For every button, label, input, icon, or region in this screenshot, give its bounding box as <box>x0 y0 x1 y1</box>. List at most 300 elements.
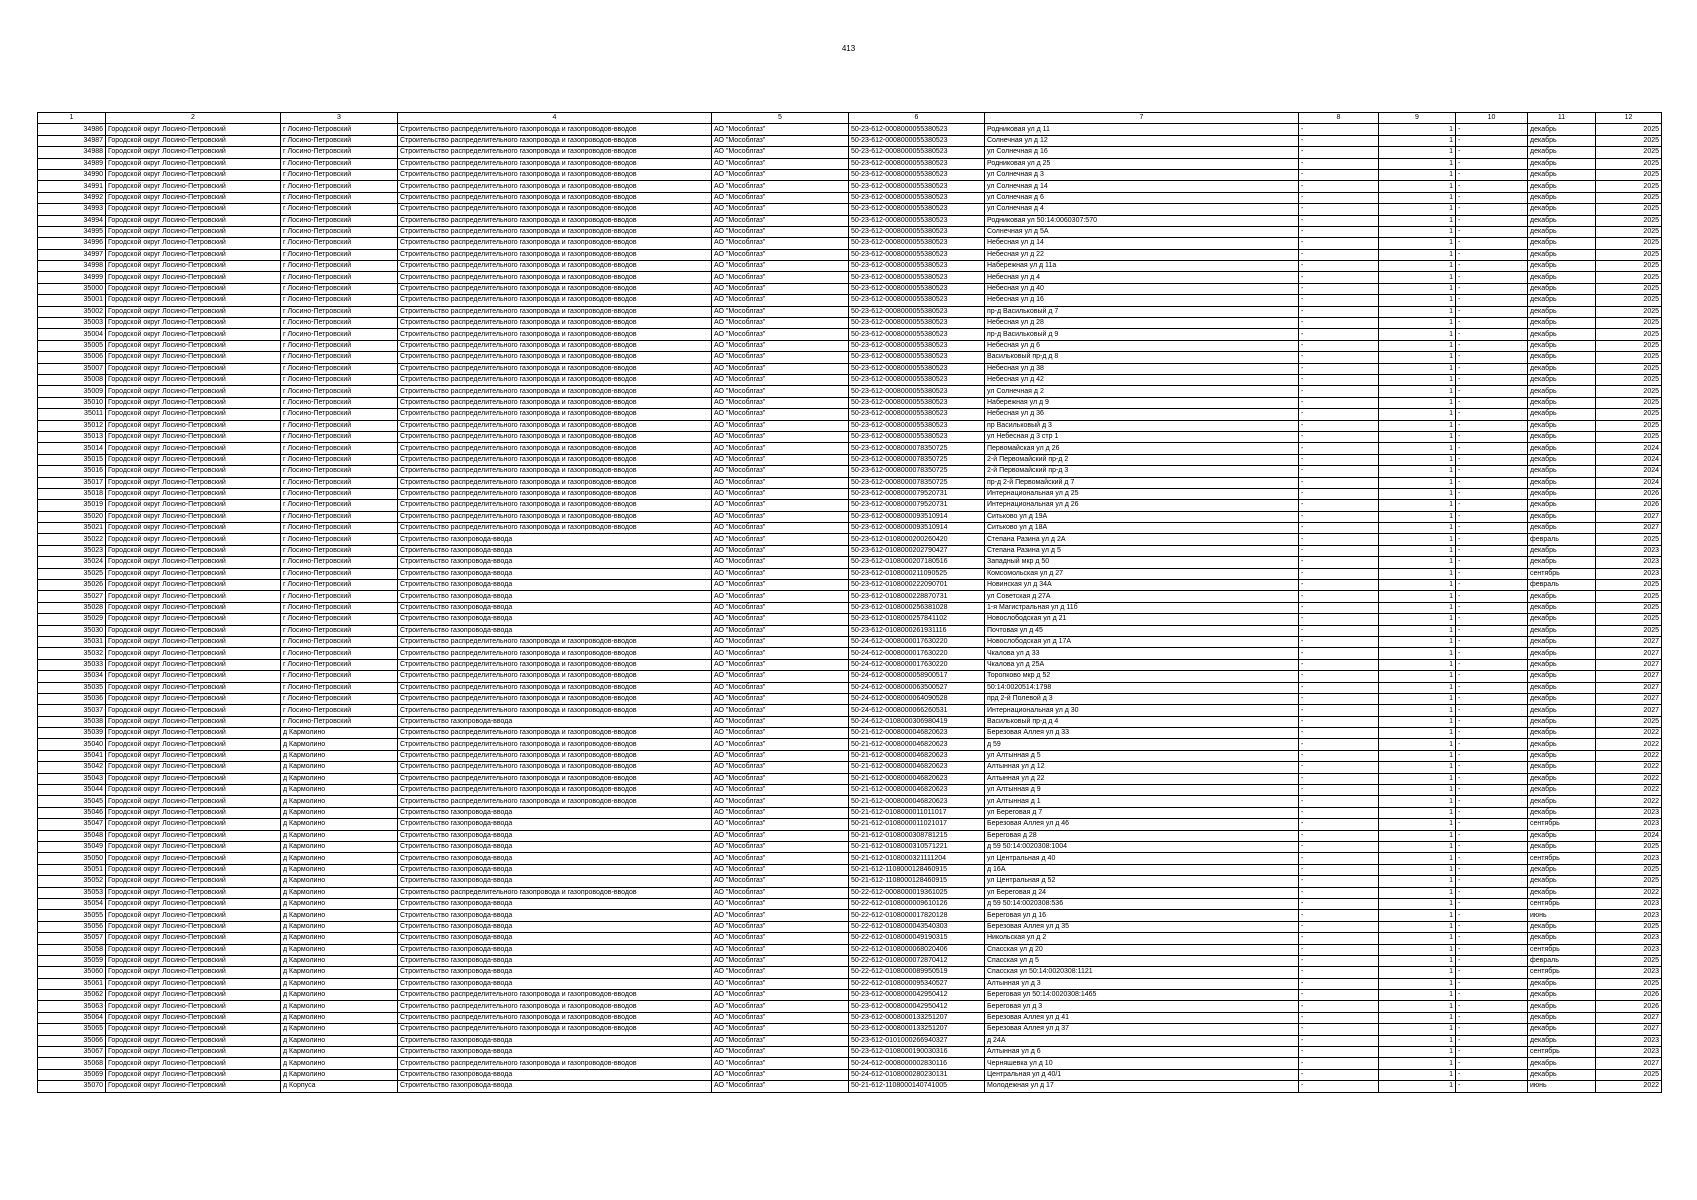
col8-cell: - <box>1299 819 1379 830</box>
quantity-cell: 1 <box>1379 169 1456 180</box>
year-cell: 2025 <box>1596 374 1662 385</box>
col8-cell: - <box>1299 511 1379 522</box>
district-cell: Городской округ Лосино-Петровский <box>106 898 281 909</box>
organization-cell: АО "Мособлгаз" <box>712 226 849 237</box>
month-cell: сентябрь <box>1528 568 1596 579</box>
quantity-cell: 1 <box>1379 283 1456 294</box>
col10-cell: - <box>1456 318 1528 329</box>
quantity-cell: 1 <box>1379 192 1456 203</box>
year-cell: 2022 <box>1596 762 1662 773</box>
work-type-cell: Строительство газопровода-ввода <box>398 864 712 875</box>
work-type-cell: Строительство распределительного газопровода и газопроводов-вводов <box>398 728 712 739</box>
object-code-cell: 50-23-612-0008000055380523 <box>849 363 985 374</box>
object-code-cell: 50-21-612-0108000321111204 <box>849 853 985 864</box>
organization-cell: АО "Мособлгаз" <box>712 454 849 465</box>
settlement-cell: д Кармолино <box>281 1012 398 1023</box>
district-cell: Городской округ Лосино-Петровский <box>106 192 281 203</box>
col10-cell: - <box>1456 614 1528 625</box>
organization-cell: АО "Мособлгаз" <box>712 853 849 864</box>
table-row <box>38 785 1662 796</box>
settlement-cell: г Лосино-Петровский <box>281 169 398 180</box>
address-cell: ул Солнечная д 16 <box>985 147 1299 158</box>
row-number-cell: 35063 <box>38 1001 106 1012</box>
object-code-cell: 50-23-612-0108000257841102 <box>849 614 985 625</box>
object-code-cell: 50-23-612-0008000055380523 <box>849 261 985 272</box>
district-cell: Городской округ Лосино-Петровский <box>106 523 281 534</box>
settlement-cell: г Лосино-Петровский <box>281 295 398 306</box>
object-code-cell: 50-23-612-0008000055380523 <box>849 215 985 226</box>
col8-cell: - <box>1299 978 1379 989</box>
col10-cell: - <box>1456 329 1528 340</box>
address-cell: Родниковая ул д 11 <box>985 124 1299 135</box>
quantity-cell: 1 <box>1379 340 1456 351</box>
year-cell: 2027 <box>1596 659 1662 670</box>
year-cell: 2025 <box>1596 978 1662 989</box>
quantity-cell: 1 <box>1379 545 1456 556</box>
district-cell: Городской округ Лосино-Петровский <box>106 272 281 283</box>
object-code-cell: 50-21-612-0008000046820623 <box>849 750 985 761</box>
col10-cell: - <box>1456 671 1528 682</box>
row-number-cell: 35015 <box>38 454 106 465</box>
organization-cell: АО "Мособлгаз" <box>712 249 849 260</box>
quantity-cell: 1 <box>1379 1047 1456 1058</box>
district-cell: Городской округ Лосино-Петровский <box>106 762 281 773</box>
district-cell: Городской округ Лосино-Петровский <box>106 625 281 636</box>
organization-cell: АО "Мособлгаз" <box>712 374 849 385</box>
object-code-cell: 50-23-612-0008000055380523 <box>849 272 985 283</box>
col8-cell: - <box>1299 261 1379 272</box>
table-row <box>38 306 1662 317</box>
table-row <box>38 523 1662 534</box>
quantity-cell: 1 <box>1379 477 1456 488</box>
row-number-cell: 35028 <box>38 602 106 613</box>
address-cell: Новослободская ул д 17А <box>985 636 1299 647</box>
col10-cell: - <box>1456 830 1528 841</box>
row-number-cell: 35033 <box>38 659 106 670</box>
object-code-cell: 50-24-612-0008000017630220 <box>849 659 985 670</box>
organization-cell: АО "Мособлгаз" <box>712 1058 849 1069</box>
year-cell: 2027 <box>1596 705 1662 716</box>
work-type-cell: Строительство распределительного газопровода и газопроводов-вводов <box>398 750 712 761</box>
object-code-cell: 50-23-612-0008000055380523 <box>849 329 985 340</box>
district-cell: Городской округ Лосино-Петровский <box>106 283 281 294</box>
work-type-cell: Строительство газопровода-ввода <box>398 716 712 727</box>
year-cell: 2025 <box>1596 876 1662 887</box>
object-code-cell: 50-23-612-0008000055380523 <box>849 374 985 385</box>
settlement-cell: г Лосино-Петровский <box>281 534 398 545</box>
table-row <box>38 682 1662 693</box>
col8-cell: - <box>1299 773 1379 784</box>
address-cell: Комсомольская ул д 27 <box>985 568 1299 579</box>
address-cell: пр Васильковый д 3 <box>985 420 1299 431</box>
year-cell: 2025 <box>1596 135 1662 146</box>
settlement-cell: г Лосино-Петровский <box>281 580 398 591</box>
col8-cell: - <box>1299 135 1379 146</box>
object-code-cell: 50-21-612-0008000046820623 <box>849 762 985 773</box>
district-cell: Городской округ Лосино-Петровский <box>106 807 281 818</box>
col10-cell: - <box>1456 990 1528 1001</box>
month-cell: сентябрь <box>1528 967 1596 978</box>
table-row <box>38 762 1662 773</box>
organization-cell: АО "Мособлгаз" <box>712 1047 849 1058</box>
row-number-cell: 35007 <box>38 363 106 374</box>
month-cell: декабрь <box>1528 705 1596 716</box>
table-row <box>38 204 1662 215</box>
address-cell: Ситьково ул д 18А <box>985 523 1299 534</box>
settlement-cell: д Кармолино <box>281 728 398 739</box>
table-row <box>38 910 1662 921</box>
row-number-cell: 35065 <box>38 1024 106 1035</box>
table-row <box>38 648 1662 659</box>
district-cell: Городской округ Лосино-Петровский <box>106 1001 281 1012</box>
settlement-cell: г Лосино-Петровский <box>281 318 398 329</box>
district-cell: Городской округ Лосино-Петровский <box>106 750 281 761</box>
work-type-cell: Строительство распределительного газопровода и газопроводов-вводов <box>398 124 712 135</box>
quantity-cell: 1 <box>1379 728 1456 739</box>
month-cell: декабрь <box>1528 238 1596 249</box>
month-cell: декабрь <box>1528 363 1596 374</box>
col8-cell: - <box>1299 762 1379 773</box>
year-cell: 2025 <box>1596 352 1662 363</box>
col8-cell: - <box>1299 1069 1379 1080</box>
organization-cell: АО "Мособлгаз" <box>712 420 849 431</box>
row-number-cell: 35034 <box>38 671 106 682</box>
row-number-cell: 35023 <box>38 545 106 556</box>
address-cell: д 16А <box>985 864 1299 875</box>
row-number-cell: 35052 <box>38 876 106 887</box>
settlement-cell: г Лосино-Петровский <box>281 283 398 294</box>
col8-cell: - <box>1299 750 1379 761</box>
month-cell: декабрь <box>1528 420 1596 431</box>
month-cell: декабрь <box>1528 864 1596 875</box>
table-row <box>38 238 1662 249</box>
row-number-cell: 35062 <box>38 990 106 1001</box>
year-cell: 2025 <box>1596 386 1662 397</box>
object-code-cell: 50-23-612-0108000222090701 <box>849 580 985 591</box>
object-code-cell: 50-23-612-0108000202790427 <box>849 545 985 556</box>
table-row <box>38 147 1662 158</box>
address-cell: Интернациональная ул д 25 <box>985 488 1299 499</box>
district-cell: Городской округ Лосино-Петровский <box>106 648 281 659</box>
work-type-cell: Строительство распределительного газопровода и газопроводов-вводов <box>398 705 712 716</box>
organization-cell: АО "Мособлгаз" <box>712 295 849 306</box>
row-number-cell: 35026 <box>38 580 106 591</box>
table-row <box>38 329 1662 340</box>
year-cell: 2025 <box>1596 864 1662 875</box>
col10-cell: - <box>1456 1024 1528 1035</box>
settlement-cell: д Кармолино <box>281 750 398 761</box>
table-row <box>38 739 1662 750</box>
row-number-cell: 35051 <box>38 864 106 875</box>
object-code-cell: 50-23-612-0108000211090525 <box>849 568 985 579</box>
district-cell: Городской округ Лосино-Петровский <box>106 978 281 989</box>
object-code-cell: 50-24-612-0008000063500527 <box>849 682 985 693</box>
quantity-cell: 1 <box>1379 147 1456 158</box>
quantity-cell: 1 <box>1379 181 1456 192</box>
object-code-cell: 50-21-612-0108000308781215 <box>849 830 985 841</box>
table-row <box>38 374 1662 385</box>
row-number-cell: 35045 <box>38 796 106 807</box>
work-type-cell: Строительство распределительного газопровода и газопроводов-вводов <box>398 523 712 534</box>
address-cell: пр-д Васильковый д 7 <box>985 306 1299 317</box>
district-cell: Городской округ Лосино-Петровский <box>106 374 281 385</box>
organization-cell: АО "Мособлгаз" <box>712 864 849 875</box>
year-cell: 2026 <box>1596 500 1662 511</box>
col10-cell: - <box>1456 1047 1528 1058</box>
header-cell: 4 <box>398 113 712 124</box>
row-number-cell: 35014 <box>38 443 106 454</box>
object-code-cell: 50-23-612-0008000055380523 <box>849 352 985 363</box>
work-type-cell: Строительство распределительного газопровода и газопроводов-вводов <box>398 340 712 351</box>
organization-cell: АО "Мособлгаз" <box>712 830 849 841</box>
month-cell: декабрь <box>1528 762 1596 773</box>
settlement-cell: д Кармолино <box>281 830 398 841</box>
organization-cell: АО "Мособлгаз" <box>712 488 849 499</box>
col10-cell: - <box>1456 181 1528 192</box>
organization-cell: АО "Мособлгаз" <box>712 158 849 169</box>
address-cell: ул Центральная д 40 <box>985 853 1299 864</box>
row-number-cell: 35067 <box>38 1047 106 1058</box>
col8-cell: - <box>1299 967 1379 978</box>
col8-cell: - <box>1299 1081 1379 1092</box>
col10-cell: - <box>1456 636 1528 647</box>
row-number-cell: 34986 <box>38 124 106 135</box>
year-cell: 2027 <box>1596 636 1662 647</box>
quantity-cell: 1 <box>1379 762 1456 773</box>
address-cell: ул Алтынная д 5 <box>985 750 1299 761</box>
work-type-cell: Строительство распределительного газопровода и газопроводов-вводов <box>398 329 712 340</box>
district-cell: Городской округ Лосино-Петровский <box>106 1024 281 1035</box>
settlement-cell: д Кармолино <box>281 967 398 978</box>
year-cell: 2027 <box>1596 511 1662 522</box>
col8-cell: - <box>1299 169 1379 180</box>
address-cell: Торопково мкр д 52 <box>985 671 1299 682</box>
object-code-cell: 50-24-612-0008000017630220 <box>849 636 985 647</box>
object-code-cell: 50-23-612-0108000207180516 <box>849 557 985 568</box>
work-type-cell: Строительство газопровода-ввода <box>398 898 712 909</box>
month-cell: февраль <box>1528 955 1596 966</box>
address-cell: Степана Разина ул д 5 <box>985 545 1299 556</box>
district-cell: Городской округ Лосино-Петровский <box>106 944 281 955</box>
settlement-cell: д Кармолино <box>281 807 398 818</box>
table-row <box>38 386 1662 397</box>
settlement-cell: г Лосино-Петровский <box>281 671 398 682</box>
row-number-cell: 35009 <box>38 386 106 397</box>
month-cell: декабрь <box>1528 591 1596 602</box>
year-cell: 2023 <box>1596 853 1662 864</box>
month-cell: декабрь <box>1528 785 1596 796</box>
settlement-cell: г Лосино-Петровский <box>281 386 398 397</box>
address-cell: Небесная ул д 28 <box>985 318 1299 329</box>
quantity-cell: 1 <box>1379 944 1456 955</box>
address-cell: Родниковая ул д 25 <box>985 158 1299 169</box>
year-cell: 2027 <box>1596 1024 1662 1035</box>
settlement-cell: г Лосино-Петровский <box>281 238 398 249</box>
col10-cell: - <box>1456 1069 1528 1080</box>
row-number-cell: 35032 <box>38 648 106 659</box>
organization-cell: АО "Мособлгаз" <box>712 796 849 807</box>
work-type-cell: Строительство газопровода-ввода <box>398 807 712 818</box>
month-cell: декабрь <box>1528 386 1596 397</box>
settlement-cell: г Лосино-Петровский <box>281 363 398 374</box>
organization-cell: АО "Мособлгаз" <box>712 819 849 830</box>
table-row <box>38 295 1662 306</box>
work-type-cell: Строительство распределительного газопровода и газопроводов-вводов <box>398 215 712 226</box>
district-cell: Городской округ Лосино-Петровский <box>106 716 281 727</box>
settlement-cell: д Кармолино <box>281 762 398 773</box>
row-number-cell: 35025 <box>38 568 106 579</box>
table-row <box>38 215 1662 226</box>
year-cell: 2025 <box>1596 261 1662 272</box>
table-row <box>38 363 1662 374</box>
address-cell: Алтынная ул д 12 <box>985 762 1299 773</box>
col8-cell: - <box>1299 363 1379 374</box>
settlement-cell: г Лосино-Петровский <box>281 215 398 226</box>
organization-cell: АО "Мособлгаз" <box>712 386 849 397</box>
month-cell: декабрь <box>1528 978 1596 989</box>
col8-cell: - <box>1299 636 1379 647</box>
row-number-cell: 35016 <box>38 466 106 477</box>
year-cell: 2023 <box>1596 819 1662 830</box>
year-cell: 2023 <box>1596 568 1662 579</box>
col10-cell: - <box>1456 477 1528 488</box>
row-number-cell: 35059 <box>38 955 106 966</box>
settlement-cell: г Лосино-Петровский <box>281 192 398 203</box>
month-cell: декабрь <box>1528 842 1596 853</box>
quantity-cell: 1 <box>1379 374 1456 385</box>
district-cell: Городской округ Лосино-Петровский <box>106 340 281 351</box>
settlement-cell: д Кармолино <box>281 921 398 932</box>
organization-cell: АО "Мособлгаз" <box>712 443 849 454</box>
work-type-cell: Строительство распределительного газопровода и газопроводов-вводов <box>398 443 712 454</box>
col10-cell: - <box>1456 705 1528 716</box>
col8-cell: - <box>1299 431 1379 442</box>
year-cell: 2025 <box>1596 397 1662 408</box>
work-type-cell: Строительство газопровода-ввода <box>398 819 712 830</box>
col10-cell: - <box>1456 750 1528 761</box>
settlement-cell: г Лосино-Петровский <box>281 477 398 488</box>
col10-cell: - <box>1456 192 1528 203</box>
month-cell: декабрь <box>1528 671 1596 682</box>
col10-cell: - <box>1456 238 1528 249</box>
col10-cell: - <box>1456 682 1528 693</box>
col10-cell: - <box>1456 773 1528 784</box>
year-cell: 2025 <box>1596 363 1662 374</box>
settlement-cell: г Лосино-Петровский <box>281 443 398 454</box>
col10-cell: - <box>1456 1001 1528 1012</box>
settlement-cell: г Лосино-Петровский <box>281 614 398 625</box>
month-cell: декабрь <box>1528 374 1596 385</box>
work-type-cell: Строительство распределительного газопровода и газопроводов-вводов <box>398 374 712 385</box>
work-type-cell: Строительство распределительного газопровода и газопроводов-вводов <box>398 272 712 283</box>
month-cell: декабрь <box>1528 921 1596 932</box>
address-cell: Береговая ул д 3 <box>985 1001 1299 1012</box>
row-number-cell: 35002 <box>38 306 106 317</box>
settlement-cell: г Лосино-Петровский <box>281 397 398 408</box>
address-cell: Солнечная ул д 12 <box>985 135 1299 146</box>
work-type-cell: Строительство распределительного газопровода и газопроводов-вводов <box>398 409 712 420</box>
year-cell: 2025 <box>1596 226 1662 237</box>
district-cell: Городской округ Лосино-Петровский <box>106 568 281 579</box>
row-number-cell: 35011 <box>38 409 106 420</box>
district-cell: Городской округ Лосино-Петровский <box>106 1069 281 1080</box>
address-cell: Первомайская ул д 26 <box>985 443 1299 454</box>
settlement-cell: г Лосино-Петровский <box>281 374 398 385</box>
month-cell: декабрь <box>1528 990 1596 1001</box>
row-number-cell: 35039 <box>38 728 106 739</box>
address-cell: Солнечная ул д 5А <box>985 226 1299 237</box>
table-row <box>38 534 1662 545</box>
organization-cell: АО "Мособлгаз" <box>712 1069 849 1080</box>
table-row <box>38 1012 1662 1023</box>
organization-cell: АО "Мособлгаз" <box>712 955 849 966</box>
district-cell: Городской округ Лосино-Петровский <box>106 124 281 135</box>
address-cell: ул Солнечная д 4 <box>985 204 1299 215</box>
quantity-cell: 1 <box>1379 1069 1456 1080</box>
month-cell: декабрь <box>1528 135 1596 146</box>
page-number: 413 <box>841 44 856 53</box>
address-cell: Березовая Аллея ул д 35 <box>985 921 1299 932</box>
address-cell: Чкалова ул д 33 <box>985 648 1299 659</box>
settlement-cell: д Кармолино <box>281 944 398 955</box>
year-cell: 2022 <box>1596 773 1662 784</box>
col8-cell: - <box>1299 557 1379 568</box>
col10-cell: - <box>1456 534 1528 545</box>
address-cell: Новинская ул д 34А <box>985 580 1299 591</box>
month-cell: сентябрь <box>1528 1047 1596 1058</box>
object-code-cell: 50-23-612-0008000055380523 <box>849 386 985 397</box>
header-cell: 8 <box>1299 113 1379 124</box>
table-row <box>38 659 1662 670</box>
col10-cell: - <box>1456 887 1528 898</box>
month-cell: декабрь <box>1528 318 1596 329</box>
address-cell: Небесная ул д 36 <box>985 409 1299 420</box>
table-row <box>38 226 1662 237</box>
quantity-cell: 1 <box>1379 842 1456 853</box>
col10-cell: - <box>1456 488 1528 499</box>
district-cell: Городской округ Лосино-Петровский <box>106 636 281 647</box>
organization-cell: АО "Мособлгаз" <box>712 192 849 203</box>
district-cell: Городской округ Лосино-Петровский <box>106 659 281 670</box>
quantity-cell: 1 <box>1379 352 1456 363</box>
month-cell: декабрь <box>1528 716 1596 727</box>
month-cell: декабрь <box>1528 431 1596 442</box>
quantity-cell: 1 <box>1379 648 1456 659</box>
quantity-cell: 1 <box>1379 466 1456 477</box>
address-cell: Березовая Аллея ул д 41 <box>985 1012 1299 1023</box>
table-row <box>38 853 1662 864</box>
col8-cell: - <box>1299 568 1379 579</box>
row-number-cell: 35056 <box>38 921 106 932</box>
settlement-cell: г Лосино-Петровский <box>281 329 398 340</box>
year-cell: 2023 <box>1596 933 1662 944</box>
organization-cell: АО "Мособлгаз" <box>712 238 849 249</box>
year-cell: 2022 <box>1596 728 1662 739</box>
year-cell: 2027 <box>1596 648 1662 659</box>
quantity-cell: 1 <box>1379 739 1456 750</box>
quantity-cell: 1 <box>1379 238 1456 249</box>
col8-cell: - <box>1299 340 1379 351</box>
organization-cell: АО "Мособлгаз" <box>712 147 849 158</box>
district-cell: Городской округ Лосино-Петровский <box>106 545 281 556</box>
address-cell: Береговая ул д 16 <box>985 910 1299 921</box>
object-code-cell: 50-23-612-0008000055380523 <box>849 306 985 317</box>
organization-cell: АО "Мособлгаз" <box>712 625 849 636</box>
col10-cell: - <box>1456 409 1528 420</box>
address-cell: Небесная ул д 22 <box>985 249 1299 260</box>
col8-cell: - <box>1299 272 1379 283</box>
table-row <box>38 511 1662 522</box>
